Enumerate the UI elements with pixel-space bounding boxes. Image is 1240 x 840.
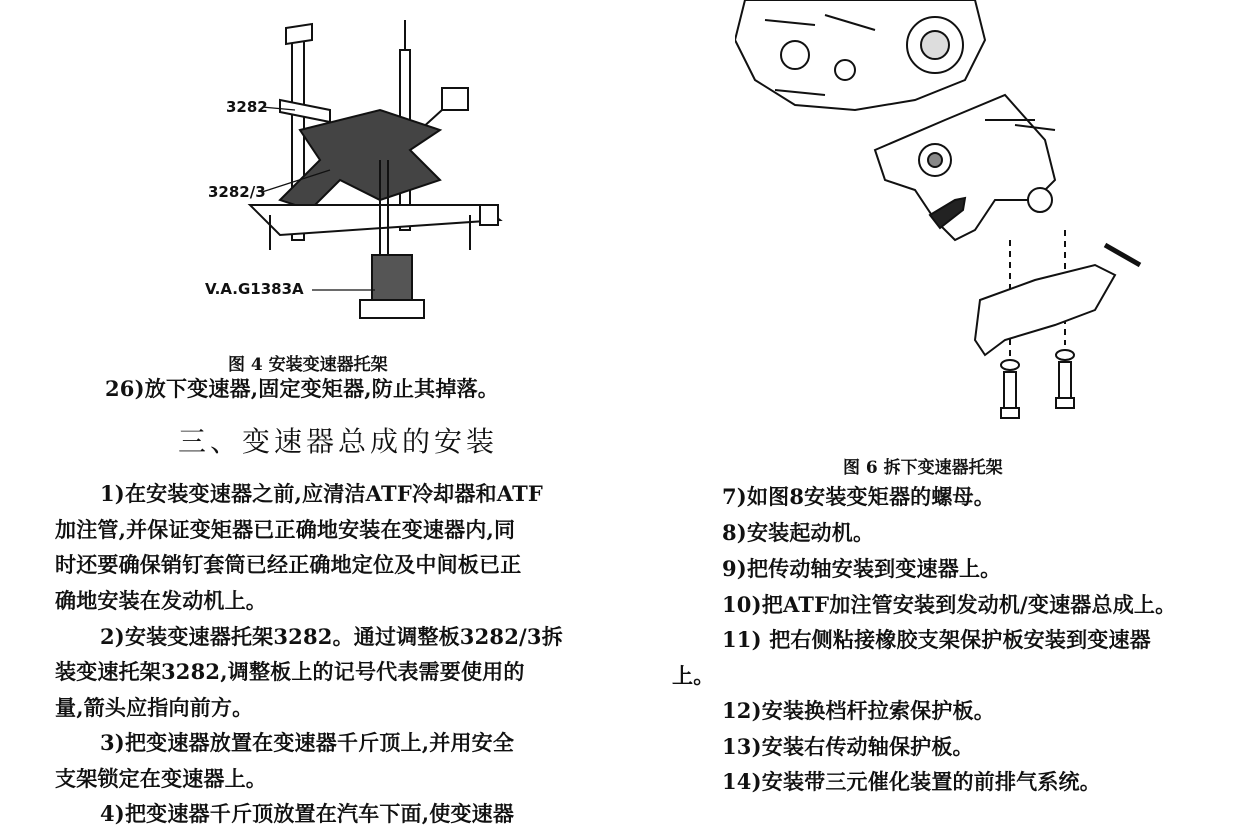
section-heading: 三、变速器总成的安装 — [178, 425, 499, 458]
body-line: 量,箭头应指向前方。 — [55, 695, 254, 720]
body-line: 1)在安装变速器之前,应清洁ATF冷却器和ATF — [100, 481, 544, 506]
body-line: 支架锁定在变速器上。 — [55, 766, 267, 791]
body-line: 11) 把右侧粘接橡胶支架保护板安装到变速器 — [722, 627, 1151, 652]
body-line: 8)安装起动机。 — [722, 520, 875, 545]
body-line: 4)把变速器千斤顶放置在汽车下面,使变速器 — [100, 801, 515, 826]
label-3282-3: 3282/3 — [208, 183, 266, 201]
body-line: 12)安装换档杆拉索保护板。 — [722, 698, 995, 723]
body-line: 14)安装带三元催化装置的前排气系统。 — [722, 769, 1101, 794]
body-line: 装变速托架3282,调整板上的记号代表需要使用的 — [55, 659, 525, 684]
figure-6-illustration — [735, 0, 1165, 430]
body-line: 3)把变速器放置在变速器千斤顶上,并用安全 — [100, 730, 515, 755]
figure-4-caption: 图 4 安装变速器托架 — [228, 355, 388, 375]
body-line: 加注管,并保证变矩器已正确地安装在变速器内,同 — [55, 517, 516, 542]
body-line: 10)把ATF加注管安装到发动机/变速器总成上。 — [722, 592, 1177, 617]
body-line: 9)把传动轴安装到变速器上。 — [722, 556, 1002, 581]
body-line: 确地安装在发动机上。 — [55, 588, 267, 613]
body-line: 时还要确保销钉套筒已经正确地定位及中间板已正 — [55, 552, 522, 577]
figure-6-caption: 图 6 拆下变速器托架 — [843, 458, 1003, 478]
body-line: 上。 — [672, 663, 715, 688]
step-26: 26)放下变速器,固定变矩器,防止其掉落。 — [105, 376, 499, 401]
body-line: 7)如图8安装变矩器的螺母。 — [722, 484, 995, 509]
label-vag1383a: V.A.G1383A — [205, 280, 304, 298]
body-line: 13)安装右传动轴保护板。 — [722, 734, 974, 759]
label-3282: 3282 — [226, 98, 268, 116]
body-line: 2)安装变速器托架3282。通过调整板3282/3拆 — [100, 624, 563, 649]
